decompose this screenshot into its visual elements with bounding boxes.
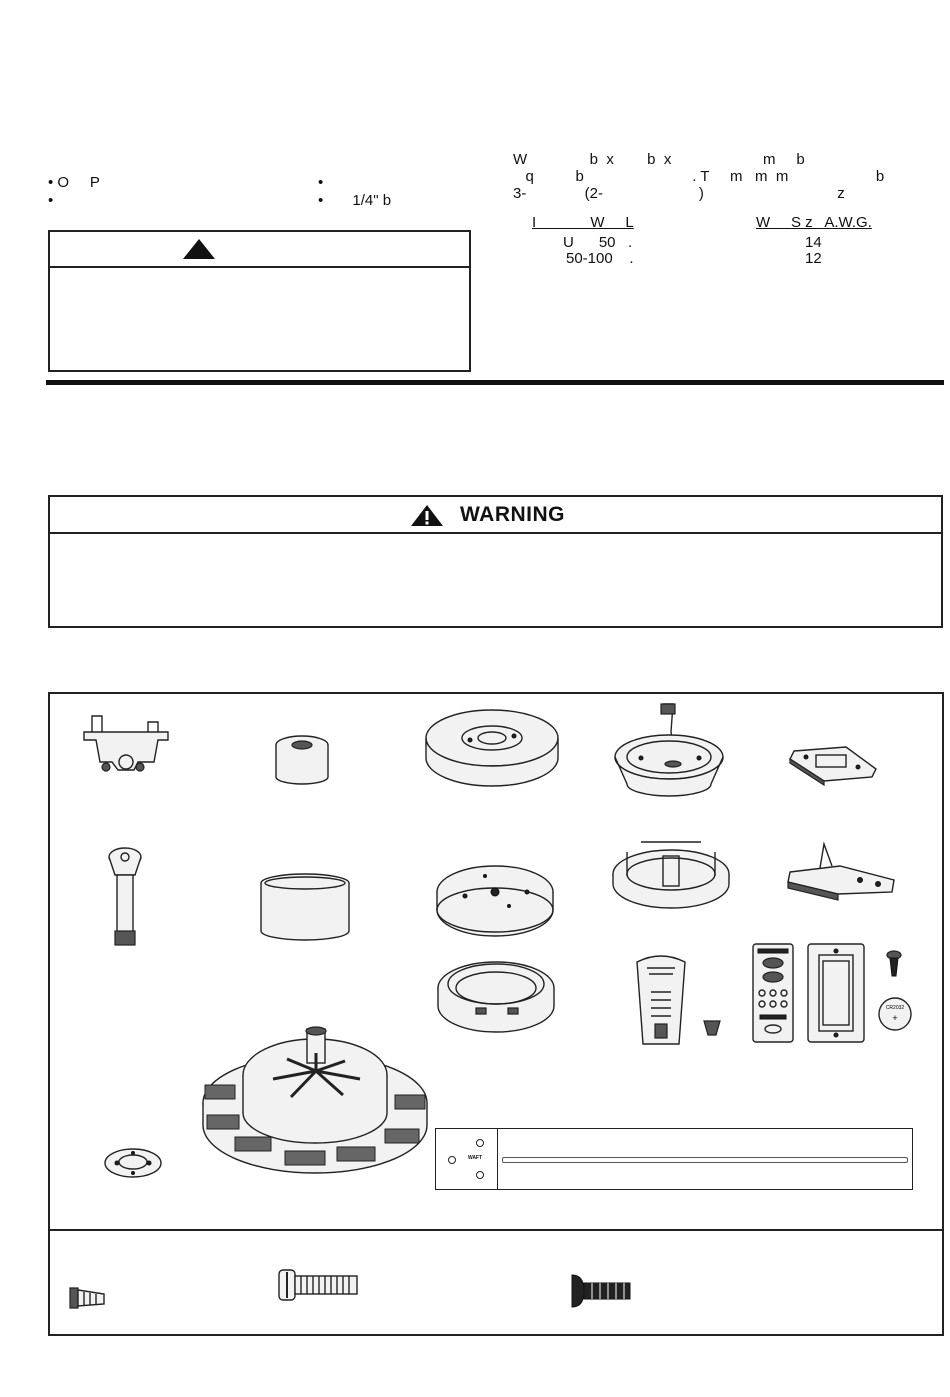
caution-triangle-icon	[182, 238, 216, 260]
svg-text:+: +	[892, 1013, 898, 1023]
wire-table-row1-length: U 50 .	[563, 234, 633, 251]
wire-table-header-length: I W L	[532, 214, 634, 231]
wire-nut-icon	[68, 1286, 108, 1311]
receiver-housing-icon	[611, 702, 731, 797]
caution-box	[48, 230, 471, 372]
remote-control-icon	[752, 943, 794, 1043]
wiring-paragraph-line2: q b . T m m m b	[513, 168, 885, 185]
wire-table-row1-size: 14	[805, 234, 822, 251]
wiring-paragraph-line1: W b x b x m b	[513, 151, 805, 168]
section-divider	[46, 380, 944, 385]
wire-nut-small-icon	[702, 1017, 722, 1037]
motor-assembly-icon	[195, 1025, 440, 1185]
blade-arm-icon	[780, 842, 905, 907]
bullet-col1-line1: • O P	[48, 174, 100, 191]
warning-box	[48, 495, 943, 628]
glass-fitter-ring-icon	[436, 950, 561, 1040]
motor-collar-icon	[260, 873, 360, 943]
canopy-icon	[424, 708, 564, 788]
blade-bracket-icon	[786, 745, 881, 785]
wire-table-header-size: W S z A.W.G.	[756, 214, 872, 231]
wire-table-row2-size: 12	[805, 250, 822, 267]
wall-control-icon	[633, 950, 689, 1050]
switch-housing-icon	[611, 832, 736, 912]
mounting-ring-icon	[103, 1145, 163, 1181]
bullet-col2-line1: •	[318, 174, 324, 191]
wall-plate-icon	[807, 943, 867, 1043]
coupling-cover-icon	[275, 735, 335, 785]
parts-box-hardware-rule	[50, 1229, 942, 1231]
svg-text:CR2032: CR2032	[885, 1005, 905, 1011]
caution-box-header-rule	[50, 266, 469, 268]
warning-triangle-icon	[410, 504, 444, 528]
mounting-bracket-icon	[78, 712, 178, 782]
blade-screw-icon	[570, 1273, 635, 1309]
blade-bracket-end	[436, 1129, 498, 1189]
blade-hole-1	[448, 1156, 456, 1164]
wiring-paragraph-line3: 3- (2- ) z	[513, 185, 845, 202]
wire-table-row2-length: 50-100 .	[566, 250, 634, 267]
warning-box-header-rule	[50, 532, 941, 534]
blade-label: WAFT	[468, 1155, 483, 1161]
machine-screw-icon	[277, 1268, 362, 1302]
warning-title: WARNING	[460, 503, 565, 526]
fan-blade	[435, 1128, 913, 1190]
bullet-col1-line2: •	[48, 192, 54, 209]
bullet-col2-line2: • 1/4" b	[318, 192, 392, 209]
downrod-icon	[105, 845, 145, 950]
battery-icon	[877, 996, 913, 1032]
light-kit-plate-icon	[435, 862, 560, 942]
blade-hole-3	[476, 1171, 484, 1179]
blade-grain-line	[502, 1157, 908, 1163]
blade-hole-2	[476, 1139, 484, 1147]
small-screw-icon	[884, 950, 904, 978]
